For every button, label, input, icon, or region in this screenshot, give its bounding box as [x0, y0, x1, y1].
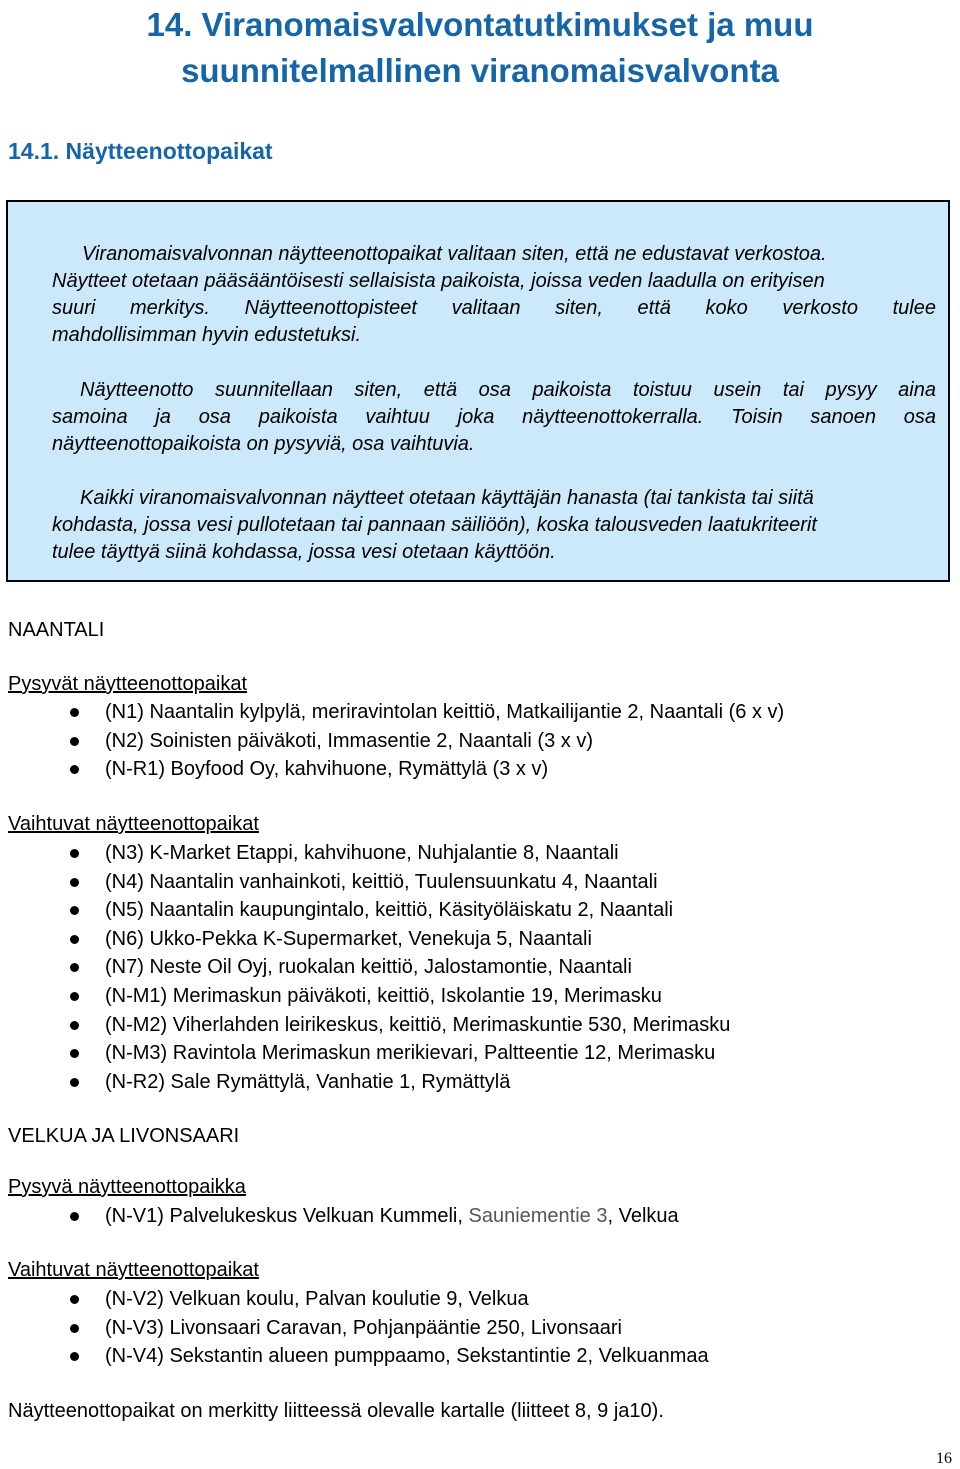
address-text: Sauniementie 3 [468, 1205, 608, 1227]
bullet-icon [70, 1049, 79, 1058]
velkua-heading: VELKUA JA LIVONSAARI [8, 1125, 240, 1147]
bullet-icon [70, 1078, 79, 1087]
bullet-icon [70, 935, 79, 944]
list-item: (N2) Soinisten päiväkoti, Immasentie 2, Naantali (3 x v) [0, 727, 784, 756]
naantali-permanent-list [0, 698, 784, 784]
info-p3-line: tulee täyttyä siinä kohdassa, jossa vesi otetaan käyttöön. [52, 541, 556, 563]
list-item: (N-V2) Velkuan koulu, Palvan koulutie 9, Velkua [0, 1285, 709, 1314]
velkua-changing-heading: Vaihtuvat näytteenottopaikat [8, 1259, 259, 1281]
list-item: (N-R2) Sale Rymättylä, Vanhatie 1, Rymättylä [0, 1068, 730, 1097]
info-paragraph-3 [24, 485, 936, 566]
map-note: Näytteenottopaikat on merkitty liitteessä olevalle kartalle (liitteet 8, 9 ja10). [8, 1400, 664, 1422]
info-p3-line: kohdasta, jossa vesi pullotetaan tai pannaan säiliöön), koska talousveden laatukriteerit [52, 514, 817, 536]
info-p2-line: samoina ja osa paikoista vaihtuu joka näytteenottokerralla. Toisin sanoen osa [52, 406, 936, 428]
info-p2-line: Näytteenotto suunnitellaan siten, että osa paikoista toistuu usein tai pysyy aina [80, 379, 936, 401]
bullet-icon [70, 1352, 79, 1361]
bullet-icon [70, 1324, 79, 1333]
list-item: (N-V3) Livonsaari Caravan, Pohjanpääntie 250, Livonsaari [0, 1314, 709, 1343]
info-p1-line: Viranomaisvalvonnan näytteenottopaikat valitaan siten, että ne edustavat verkostoa. [82, 243, 827, 265]
bullet-icon [70, 992, 79, 1001]
info-p2-line: näytteenottopaikoista on pysyviä, osa vaihtuvia. [52, 433, 475, 455]
list-item: (N6) Ukko-Pekka K-Supermarket, Venekuja 5, Naantali [0, 925, 730, 954]
bullet-icon [70, 878, 79, 887]
naantali-changing-list [0, 839, 730, 1096]
naantali-heading: NAANTALI [8, 619, 105, 641]
list-item: (N5) Naantalin kaupungintalo, keittiö, Käsityöläiskatu 2, Naantali [0, 896, 730, 925]
list-item: (N-V4) Sekstantin alueen pumppaamo, Sekstantintie 2, Velkuanmaa [0, 1342, 709, 1371]
chapter-title [0, 2, 960, 94]
list-item: (N-R1) Boyfood Oy, kahvihuone, Rymättylä (3 x v) [0, 755, 784, 784]
bullet-icon [70, 1212, 79, 1221]
info-paragraph-2 [24, 377, 936, 458]
bullet-icon [70, 737, 79, 746]
chapter-title-line1: 14. Viranomaisvalvontatutkimukset ja muu [146, 6, 814, 43]
bullet-icon [70, 906, 79, 915]
list-item: (N3) K-Market Etappi, kahvihuone, Nuhjalantie 8, Naantali [0, 839, 730, 868]
list-item: (N-M1) Merimaskun päiväkoti, keittiö, Iskolantie 19, Merimasku [0, 982, 730, 1011]
list-item: (N7) Neste Oil Oyj, ruokalan keittiö, Jalostamontie, Naantali [0, 953, 730, 982]
bullet-icon [70, 849, 79, 858]
bullet-icon [70, 765, 79, 774]
list-item: (N-V1) Palvelukeskus Velkuan Kummeli, Sauniementie 3, Velkua [0, 1202, 679, 1231]
info-p3-line: Kaikki viranomaisvalvonnan näytteet otetaan käyttäjän hanasta (tai tankista tai siitä [80, 487, 814, 509]
velkua-permanent-list [0, 1202, 679, 1231]
info-p1-line: mahdollisimman hyvin edustetuksi. [52, 324, 362, 346]
list-item: (N-M2) Viherlahden leirikeskus, keittiö, Merimaskuntie 530, Merimasku [0, 1011, 730, 1040]
velkua-permanent-heading: Pysyvä näytteenottopaikka [8, 1176, 246, 1198]
list-item: (N-M3) Ravintola Merimaskun merikievari, Paltteentie 12, Merimasku [0, 1039, 730, 1068]
page-number: 16 [936, 1450, 952, 1467]
chapter-title-line2: suunnitelmallinen viranomaisvalvonta [181, 52, 779, 89]
bullet-icon [70, 1021, 79, 1030]
info-paragraph-1 [24, 241, 936, 349]
info-p1-line: suuri merkitys. Näytteenottopisteet valitaan siten, että koko verkosto tulee [52, 297, 936, 319]
bullet-icon [70, 708, 79, 717]
bullet-icon [70, 963, 79, 972]
bullet-icon [70, 1295, 79, 1304]
velkua-changing-list [0, 1285, 709, 1371]
naantali-permanent-heading: Pysyvät näytteenottopaikat [8, 673, 248, 695]
list-item: (N1) Naantalin kylpylä, meriravintolan keittiö, Matkailijantie 2, Naantali (6 x v) [0, 698, 784, 727]
naantali-changing-heading: Vaihtuvat näytteenottopaikat [8, 813, 259, 835]
list-item: (N4) Naantalin vanhainkoti, keittiö, Tuulensuunkatu 4, Naantali [0, 868, 730, 897]
info-p1-line: Näytteet otetaan pääsääntöisesti sellaisista paikoista, joissa veden laadulla on erityisen [52, 270, 825, 292]
section-title: 14.1. Näytteenottopaikat [8, 138, 273, 164]
